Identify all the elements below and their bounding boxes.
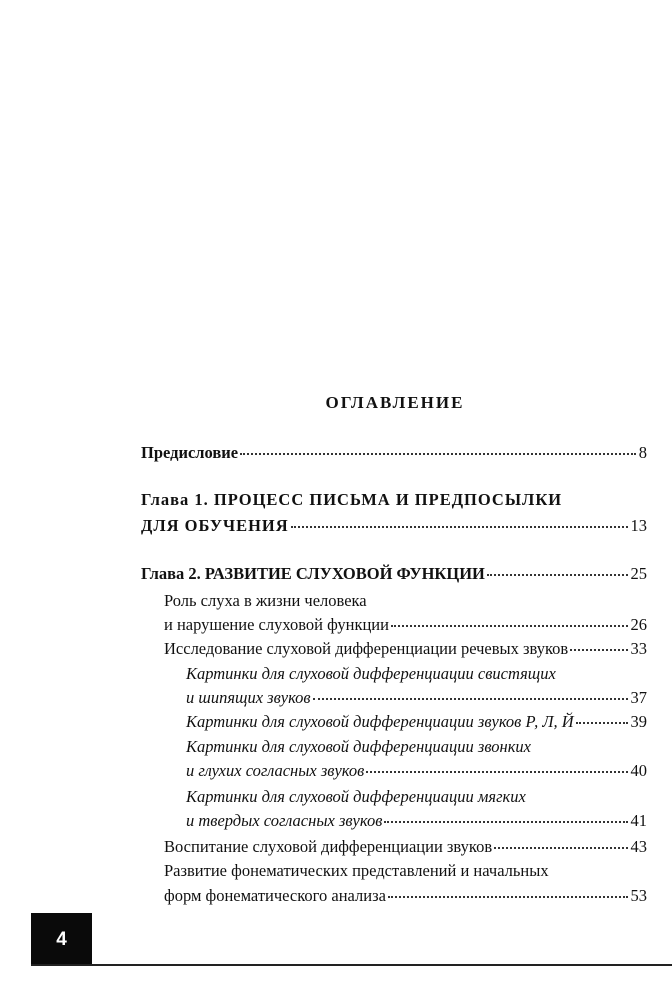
- dot-leader: [366, 771, 627, 773]
- dot-leader: [494, 847, 627, 849]
- toc-chapter-1-line1: Глава 1. ПРОЦЕСС ПИСЬМА И ПРЕДПОСЫЛКИ: [141, 490, 563, 509]
- toc-entry-page: 41: [630, 811, 647, 830]
- dot-leader: [570, 649, 627, 651]
- toc-entry-title: и глухих согласных звуков: [186, 761, 365, 780]
- toc-entry-hearing-role[interactable]: [164, 615, 647, 635]
- toc-entry-pictures-voiced[interactable]: [186, 761, 647, 781]
- toc-entry-title: Воспитание слуховой дифференциации звуков: [164, 837, 493, 856]
- toc-item-line1: Картинки для слуховой дифференциации свистящих: [186, 664, 556, 683]
- toc-entry-title: Исследование слуховой дифференциации речевых звуков: [164, 639, 569, 658]
- toc-item-line1: Развитие фонематических представлений и начальных: [164, 861, 549, 880]
- bottom-rule: [31, 964, 672, 966]
- toc-entry-page: 37: [630, 688, 647, 707]
- dot-leader: [384, 821, 627, 823]
- toc-entry-page: 39: [630, 712, 647, 731]
- toc-entry-page: 40: [630, 761, 647, 780]
- toc-entry-page: 13: [630, 516, 647, 535]
- toc-entry-title: Предисловие: [141, 443, 239, 462]
- dot-leader: [388, 896, 628, 898]
- toc-entry-page: 25: [630, 564, 647, 583]
- toc-entry-title: форм фонематического анализа: [164, 886, 386, 905]
- dot-leader: [391, 625, 628, 627]
- toc-entry-page: 33: [630, 639, 647, 658]
- toc-entry-pictures-rly[interactable]: [186, 712, 647, 732]
- toc-entry-chapter-1[interactable]: [141, 516, 647, 536]
- dot-leader: [313, 698, 628, 700]
- toc-item-line1: Роль слуха в жизни человека: [164, 591, 367, 610]
- dot-leader: [240, 453, 636, 455]
- dot-leader: [487, 574, 628, 576]
- toc-entry-chapter-2[interactable]: [141, 564, 647, 584]
- toc-heading: ОГЛАВЛЕНИЕ: [325, 393, 465, 412]
- toc-entry-title: Картинки для слуховой дифференциации звуков Р, Л, Й: [186, 712, 574, 731]
- toc-entry-title: Глава 2. РАЗВИТИЕ СЛУХОВОЙ ФУНКЦИИ: [141, 564, 485, 583]
- toc-entry-page: 43: [630, 837, 647, 856]
- toc-entry-pictures-soft[interactable]: [186, 811, 647, 831]
- toc-entry-page: 26: [630, 615, 647, 634]
- toc-entry-preface[interactable]: [141, 443, 647, 463]
- toc-entry-pictures-sibilant[interactable]: [186, 688, 647, 708]
- toc-entry-title: и твердых согласных звуков: [186, 811, 383, 830]
- toc-entry-phonematic[interactable]: [164, 886, 647, 906]
- page-number-tab: [31, 913, 92, 966]
- page-number: 4: [56, 928, 67, 950]
- toc-entry-title: и нарушение слуховой функции: [164, 615, 389, 634]
- toc-entry-title: ДЛЯ ОБУЧЕНИЯ: [141, 516, 289, 535]
- toc-item-line1: Картинки для слуховой дифференциации звонких: [186, 737, 532, 756]
- toc-entry-differentiation-study[interactable]: [164, 639, 647, 659]
- toc-entry-page: 8: [638, 443, 647, 462]
- toc-entry-title: и шипящих звуков: [186, 688, 311, 707]
- toc-entry-education[interactable]: [164, 837, 647, 857]
- dot-leader: [291, 526, 628, 528]
- toc-entry-page: 53: [630, 886, 647, 905]
- dot-leader: [576, 722, 628, 724]
- toc-item-line1: Картинки для слуховой дифференциации мягких: [186, 787, 526, 806]
